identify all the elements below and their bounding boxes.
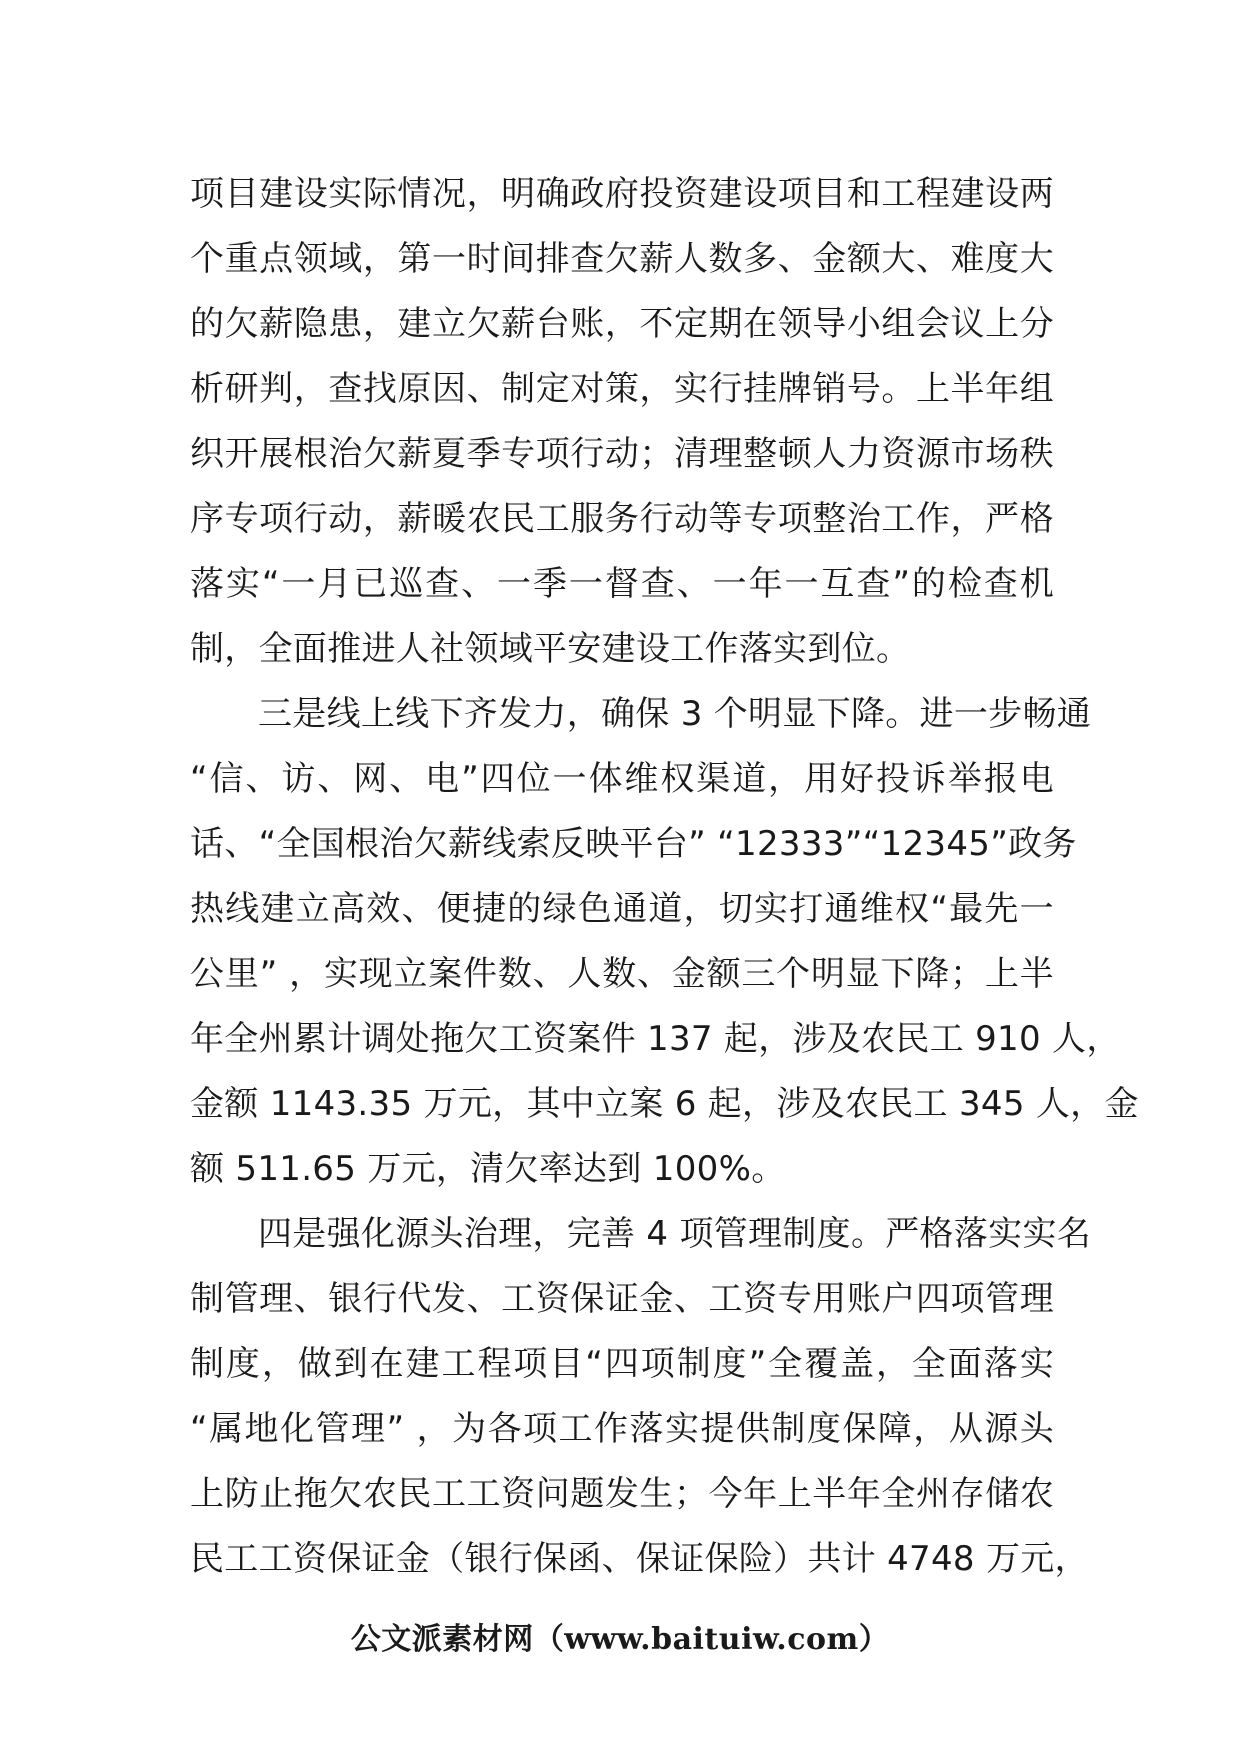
text-line: 热线建立高效、便捷的绿色通道，切实打通维权“最先一 xyxy=(190,889,1054,929)
text-line: 金额 1143.35 万元，其中立案 6 起，涉及农民工 345 人，金 xyxy=(190,1084,1139,1124)
body-text xyxy=(190,162,1139,1592)
text-line: 项目建设实际情况，明确政府投资建设项目和工程建设两 xyxy=(190,174,1054,214)
text-line: 序专项行动，薪暖农民工服务行动等专项整治工作，严格 xyxy=(190,499,1054,539)
text-line: 公里” ，实现立案件数、人数、金额三个明显下降；上半 xyxy=(190,954,1054,994)
text-line: 三是线上线下齐发力，确保 3 个明显下降。进一步畅通 xyxy=(258,694,1092,734)
text-line: 话、“全国根治欠薪线索反映平台” “12333”“12345”政务 xyxy=(190,824,1077,864)
text-line: 年全州累计调处拖欠工资案件 137 起，涉及农民工 910 人， xyxy=(190,1019,1121,1059)
text-line: 上防止拖欠农民工工资问题发生；今年上半年全州存储农 xyxy=(190,1474,1054,1514)
text-line: 制管理、银行代发、工资保证金、工资专用账户四项管理 xyxy=(190,1279,1054,1319)
paragraph-three xyxy=(190,682,1139,1202)
text-line: “信、访、网、电”四位一体维权渠道，用好投诉举报电 xyxy=(190,759,1054,799)
text-line: 制度，做到在建工程项目“四项制度”全覆盖，全面落实 xyxy=(190,1344,1054,1384)
paragraph-four xyxy=(190,1202,1092,1592)
text-line: 制，全面推进人社领域平安建设工作落实到位。 xyxy=(190,629,911,669)
text-line: 额 511.65 万元，清欠率达到 100%。 xyxy=(190,1149,786,1189)
text-line: “属地化管理” ，为各项工作落实提供制度保障，从源头 xyxy=(190,1409,1054,1449)
text-line: 落实“一月已巡查、一季一督查、一年一互查”的检查机 xyxy=(190,564,1054,604)
text-line: 析研判，查找原因、制定对策，实行挂牌销号。上半年组 xyxy=(190,369,1054,409)
text-line: 民工工资保证金（银行保函、保证保险）共计 4748 万元， xyxy=(190,1539,1089,1579)
footer-watermark: 公文派素材网（www.baituiw.com） xyxy=(350,1622,890,1657)
paragraph-continued xyxy=(190,162,1054,682)
text-line: 个重点领域，第一时间排查欠薪人数多、金额大、难度大 xyxy=(190,239,1054,279)
text-line: 织开展根治欠薪夏季专项行动；清理整顿人力资源市场秩 xyxy=(190,434,1054,474)
text-line: 的欠薪隐患，建立欠薪台账，不定期在领导小组会议上分 xyxy=(190,304,1054,344)
text-line: 四是强化源头治理，完善 4 项管理制度。严格落实实名 xyxy=(258,1214,1092,1254)
